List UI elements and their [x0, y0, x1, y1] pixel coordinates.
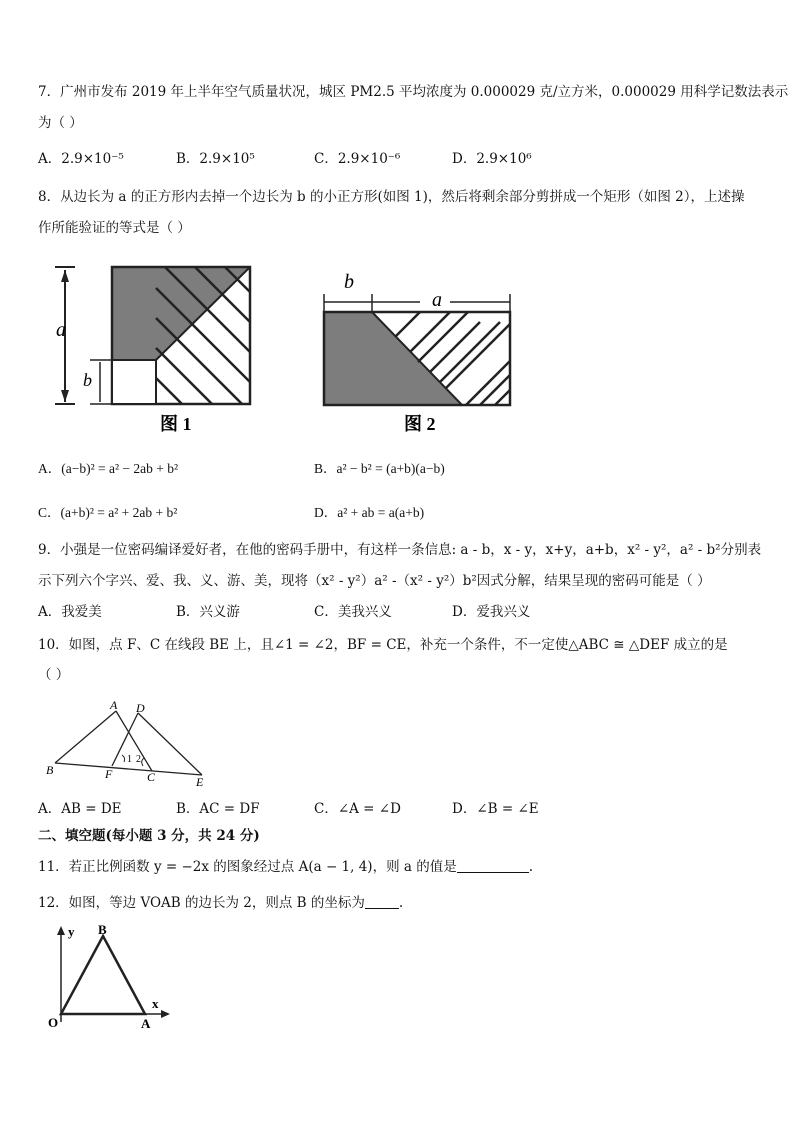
q10-option-d: D．∠B = ∠E — [452, 801, 539, 817]
label-point-a: A — [110, 698, 118, 712]
q8-figure-1 — [50, 258, 270, 438]
q11-text: 11．若正比例函数 y = −2x 的图象经过点 A(a − 1, 4)，则 a 的值是 — [38, 859, 457, 875]
q10-option-a: A．AB = DE — [38, 801, 122, 817]
label-point-b: B — [46, 763, 54, 777]
segment-fd — [112, 713, 138, 766]
hatched-region — [156, 198, 316, 478]
q12-coordinate-figure — [44, 922, 184, 1037]
q10-triangle-figure — [44, 700, 224, 790]
fig1-label-a: a — [56, 319, 66, 341]
q9-stem-line1: 9．小强是一位密码编译爱好者，在他的密码手册中，有这样一条信息: a - b，x - y，x+y，a+b，x² - y²，a² - b²分别表 — [38, 542, 762, 558]
q10-stem-line2: （ ） — [38, 667, 70, 683]
q8-stem-line2: 作所能验证的等式是（ ） — [38, 220, 191, 236]
q8-option-b: B．a² − b² = (a+b)(a−b) — [314, 461, 445, 476]
label-point-o: O — [48, 1015, 59, 1030]
label-point-a: A — [141, 1016, 151, 1031]
q8-figure-2 — [300, 258, 520, 438]
fig2-caption: 图 2 — [404, 414, 436, 434]
q12-stem — [38, 894, 403, 912]
fig2-label-a: a — [432, 289, 442, 311]
q12-answer-blank — [365, 894, 399, 909]
segment-de — [138, 713, 202, 775]
label-point-b: B — [98, 922, 107, 937]
label-x: x — [152, 996, 159, 1011]
q8-option-c: C．(a+b)² = a² + 2ab + b² — [38, 505, 178, 520]
q7-option-b: B．2.9×10⁵ — [176, 151, 255, 167]
q11-stem — [38, 858, 533, 876]
segment-ab — [55, 711, 116, 763]
label-point-e: E — [196, 775, 204, 789]
label-angle-1: 1 — [127, 754, 132, 765]
fig1-caption: 图 1 — [160, 414, 192, 434]
q9-option-d: D．爱我兴义 — [452, 604, 531, 620]
q7-option-d: D．2.9×10⁶ — [452, 151, 532, 167]
label-point-c: C — [147, 770, 156, 784]
q9-option-c: C．美我兴义 — [314, 604, 392, 620]
q8-stem-line1: 8．从边长为 a 的正方形内去掉一个边长为 b 的小正方形(如图 1)，然后将剩余部分剪拼成一个矩形（如图 2），上述操 — [38, 189, 745, 205]
q7-option-c: C．2.9×10⁻⁶ — [314, 151, 401, 167]
q10-option-c: C．∠A = ∠D — [314, 801, 401, 817]
section-heading-fill-in: 二、填空题(每小题 3 分，共 24 分) — [38, 828, 260, 844]
q10-option-b: B．AC = DF — [176, 801, 260, 817]
q9-option-b: B．兴义游 — [176, 604, 240, 620]
label-point-d: D — [136, 701, 145, 715]
q11-end: . — [528, 859, 534, 875]
label-point-f: F — [105, 767, 113, 781]
fig2-label-b: b — [344, 271, 354, 293]
q8-option-d: D．a² + ab = a(a+b) — [314, 505, 425, 520]
label-angle-2: 2 — [136, 754, 141, 765]
q12-text: 12．如图，等边 VOAB 的边长为 2，则点 B 的坐标为 — [38, 895, 365, 911]
fig1-label-b: b — [83, 370, 92, 390]
q8-option-a: A．(a−b)² = a² − 2ab + b² — [38, 461, 179, 476]
q10-stem-line1: 10．如图，点 F、C 在线段 BE 上，且∠1 = ∠2，BF = CE，补充一个条件，不一定使△ABC ≅ △DEF 成立的是 — [38, 637, 728, 653]
q7-stem-line2: 为（ ） — [38, 115, 83, 131]
q11-answer-blank — [457, 858, 529, 873]
q12-end: . — [398, 895, 404, 911]
label-y: y — [68, 924, 75, 939]
q7-stem-line1: 7．广州市发布 2019 年上半年空气质量状况，城区 PM2.5 平均浓度为 0.000029 克/立方米，0.000029 用科学记数法表示 — [38, 84, 789, 100]
q9-stem-line2: 示下列六个字兴、爱、我、义、游、美，现将（x² - y²）a² -（x² - y²）b²因式分解，结果呈现的密码可能是（ ） — [38, 573, 711, 589]
q9-option-a: A．我爱美 — [38, 604, 102, 620]
equilateral-triangle-oab — [61, 936, 145, 1014]
q7-option-a: A．2.9×10⁻⁵ — [38, 151, 124, 167]
